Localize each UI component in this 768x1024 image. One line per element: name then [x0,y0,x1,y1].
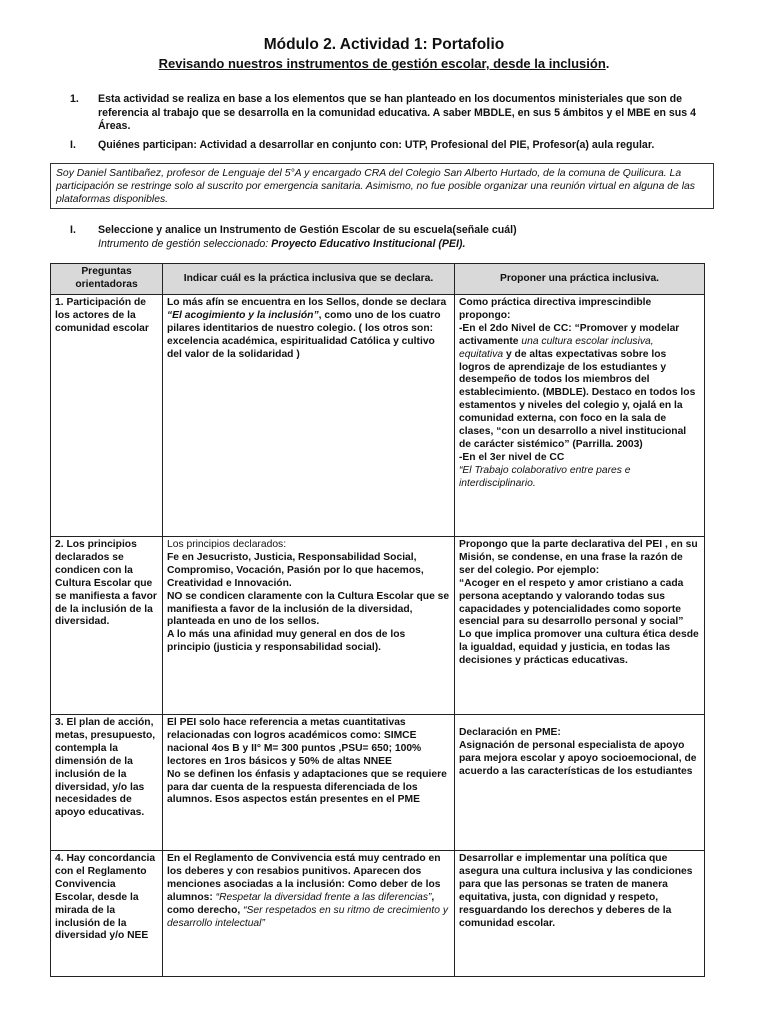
inclusion-analysis-table [50,263,705,977]
list-item-text: Quiénes participan: Actividad a desarrollar en conjunto con: UTP, Profesional del PIE, Profesor(a) aula regular. [98,139,655,151]
table-row [51,851,705,977]
proposal-part: -En el 2do Nivel de CC: “Promover y modelar activamente [459,322,680,347]
declared-text: Fe en Jesucristo, Justicia, Responsabilidad Social, Compromiso, Vocación, Pasión por lo que hacemos, Creatividad e Innovación. [167,551,424,589]
declared-cell [163,851,455,977]
proposal-text: Lo que implica promover una cultura ética desde la igualdad, equidad y justicia, en todas las decisiones y prácticas educativas. [459,629,699,667]
proposal-text: Desarrollar e implementar una política que asegura una cultura inclusiva y las condiciones para que las personas se traten de manera equitativa, justa, con dignidad y respeto, resguardando los derechos y deberes de la comunidad escolar. [459,853,693,929]
table-row [51,295,705,537]
instrument-value: Proyecto Educativo Institucional (PEI). [271,237,466,250]
question-cell: 3. El plan de acción, metas, presupuesto, contempla la dimensión de la inclusión de la diversidad, y/o las necesidades de apoyo educativas. [51,715,163,851]
proposal-text: -En el 3er nivel de CC [459,451,565,463]
list-marker: 1. [70,93,79,105]
list-item-2 [70,139,730,153]
list-marker: I. [70,139,76,151]
declared-text: NO se condicen claramente con la Cultura Escolar que se manifiesta a favor de la inclusión de la diversidad, planteada en uno de los sellos. [167,590,450,628]
declared-part: , como uno de los cuatro pilares identitarios de nuestro colegio. ( los otros son: excelencia académica, espiritualidad Católica y cultivo del valor de la solidaridad ) [167,309,441,360]
table-header-row [51,264,705,295]
list-item-3 [70,224,730,251]
instrument-selected [98,238,730,252]
list-item-text: Esta actividad se realiza en base a los elementos que se han planteado en los documentos ministeriales que son de referencia al trabajo que se desarrolla en la comunidad educativa. A saber MBDLE, en sus 5 ámbitos y el MBE en sus 4 Áreas. [98,93,696,132]
proposal-text [459,323,700,452]
question-cell: 1. Participación de los actores de la comunidad escolar [51,295,163,537]
proposal-cell [455,537,705,715]
list-marker: I. [70,224,76,236]
page-title: Módulo 2. Actividad 1: Portafolio [263,36,505,53]
proposal-cell [455,851,705,977]
declared-emphasis: “El acogimiento y la inclusión” [167,309,319,321]
page-subtitle [0,56,768,71]
subtitle-period: . [605,56,610,71]
list-item-1 [70,93,730,134]
table-row [51,537,705,715]
table-header-questions: Preguntas orientadoras [51,264,163,295]
table-row [51,715,705,851]
declared-cell [163,715,455,851]
proposal-text: Propongo que la parte declarativa del PEI , en su Misión, se condense, en una frase la razón de ser del colegio. Por ejemplo: [459,539,698,576]
list-item-text [98,224,730,251]
proposal-emphasis: “El Trabajo colaborativo entre pares e interdisciplinario. [459,464,631,489]
proposal-text: “Acoger en el respeto y amor cristiano a cada persona aceptando y valorando todas sus capacidades y potencialidades como soporte esencial para su desarrollo personal y social” [459,577,684,628]
declared-text [167,853,450,930]
declared-emphasis: “Respetar la diversidad frente a las diferencias” [215,891,432,903]
declared-part: Lo más afín se encuentra en los Sellos, donde se declara [167,297,447,308]
declared-part: , como derecho, [167,891,435,916]
declared-emphasis: “Ser respetados en su ritmo de crecimiento y desarrollo intelectual” [167,904,448,929]
proposal-text: Como práctica directiva imprescindible propongo: [459,297,652,321]
declared-text [167,297,450,362]
proposal-text: Asignación de personal especialista de apoyo para mejora escolar y apoyo socioemocional, de acuerdo a las características de los estudiantes [459,739,697,777]
declared-cell [163,295,455,537]
instrument-instruction: Seleccione y analice un Instrumento de Gestión Escolar de su escuela(señale cuál) [98,224,517,236]
question-cell: 4. Hay concordancia con el Reglamento Convivencia Escolar, desde la mirada de la inclusión de la diversidad y/o NEE [51,851,163,977]
proposal-part: y de altas expectativas sobre los logros de aprendizaje de los estudiantes y desempeño de todos los miembros del establecimiento. (MBDLE). Destaco en todos los estamentos y niveles del colegio y, ojalá en la comunidad externa, con foco en la sala de clases, “con un desarrollo a nivel institucional de carácter sistémico” (Parrilla. 2003) [459,348,696,450]
proposal-cell [455,715,705,851]
table-header-declared: Indicar cuál es la práctica inclusiva que se declara. [163,264,455,295]
declared-text: No se definen los énfasis y adaptaciones que se requiere para dar cuenta de la respuesta diferenciada de los alumnos. Esos aspectos están presentes en el PME [167,768,447,806]
question-cell: 2. Los principios declarados se condicen con la Cultura Escolar que se manifiesta a favor de la inclusión de la diversidad. [51,537,163,715]
declared-cell [163,537,455,715]
table-header-proposal: Proponer una práctica inclusiva. [455,264,705,295]
declared-part: En el Reglamento de Convivencia está muy centrado en los deberes y con resabios punitivos. Aparecen dos menciones asociadas a la inclusión: Como deber de los alumnos: [167,853,441,903]
declared-text: Los principios declarados: [167,539,287,550]
proposal-text: Declaración en PME: [459,727,561,738]
proposal-cell [455,295,705,537]
declared-text: El PEI solo hace referencia a metas cuantitativas relacionadas con logros académicos como: SIMCE nacional 4os B y II° M= 300 puntos ,PSU= 650; 100% lectores en 1ros básicos y 50% de altas NNEE [167,717,422,767]
participant-note: Soy Daniel Santibañez, profesor de Lenguaje del 5°A y encargado CRA del Colegio San Alberto Hurtado, de la comuna de Quilicura. La participación se restringe solo al suscrito por emergencia sanitaria. Asimismo, no fue posible organizar una reunión virtual en alguna de las plataformas disponibles. [50,163,714,209]
subtitle-text: Revisando nuestros instrumentos de gestión escolar, desde la inclusión [158,56,606,71]
declared-text: A lo más una afinidad muy general en dos de los principio (justicia y responsabilidad social). [167,629,406,654]
instrument-label: Intrumento de gestión seleccionado: [98,237,272,250]
proposal-emphasis: una cultura escolar inclusiva, equitativa [459,335,654,360]
